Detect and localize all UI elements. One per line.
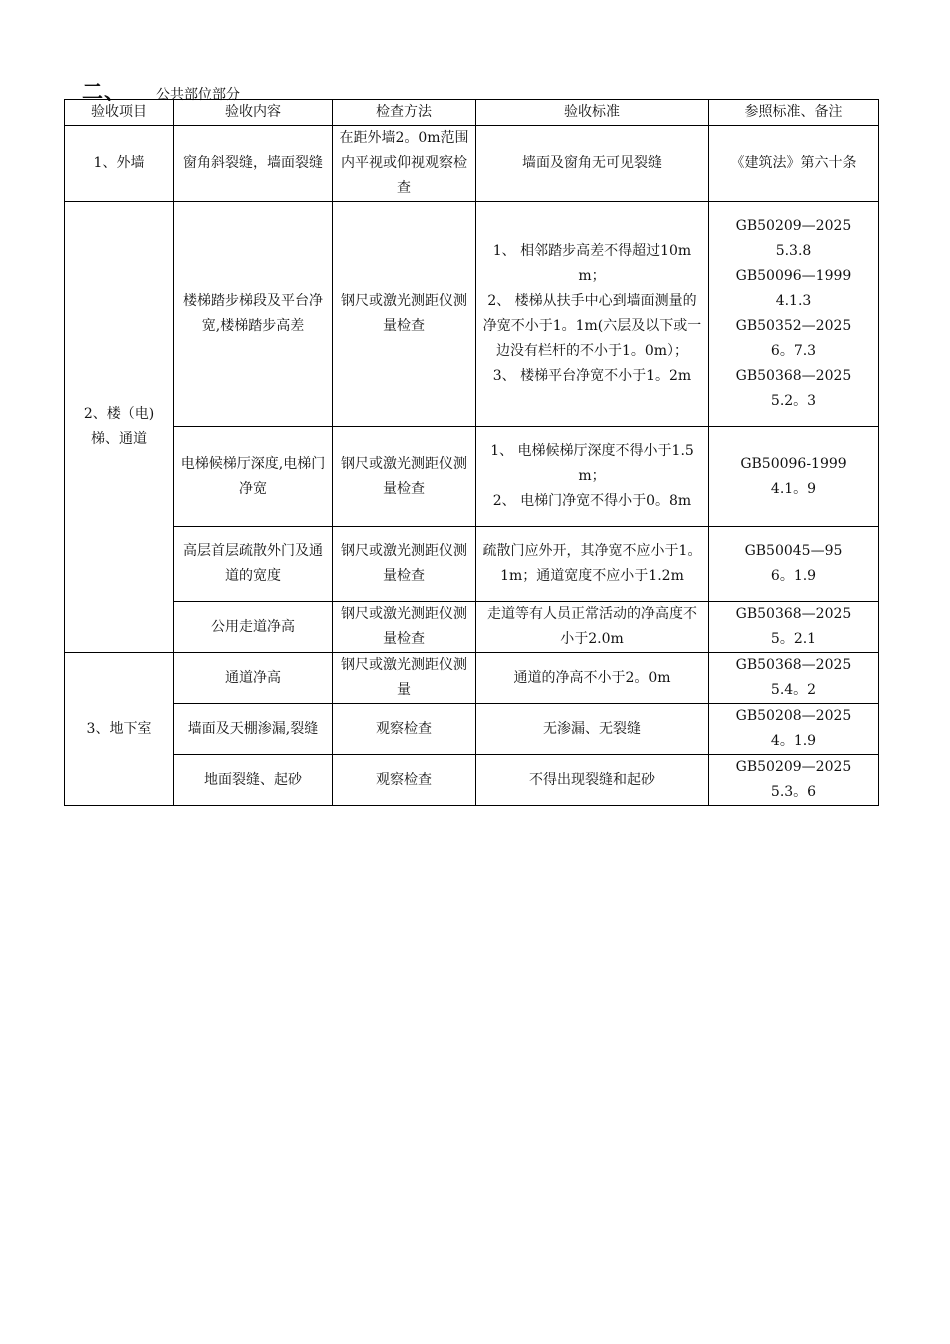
table-row <box>65 704 879 755</box>
table-row <box>65 755 879 806</box>
item-cell: 3、地下室 <box>65 653 174 806</box>
reference-cell <box>709 527 879 602</box>
reference-line: GB50368—2025 <box>735 368 852 384</box>
content-cell: 窗角斜裂缝，墙面裂缝 <box>174 126 333 202</box>
content-cell: 墙面及天棚渗漏,裂缝 <box>174 704 333 755</box>
standard-cell <box>476 602 709 653</box>
reference-line: 5.4。2 <box>770 682 817 698</box>
standard-cell <box>476 202 709 427</box>
reference-cell <box>709 602 879 653</box>
method-cell: 钢尺或激光测距仪测量 <box>333 653 476 704</box>
method-cell: 钢尺或激光测距仪测量检查 <box>333 527 476 602</box>
method-cell: 观察检查 <box>333 755 476 806</box>
item-cell: 2、楼（电)梯、通道 <box>65 202 174 653</box>
standard-line: 墙面及窗角无可见裂缝 <box>522 155 662 171</box>
content-cell: 高层首层疏散外门及通道的宽度 <box>174 527 333 602</box>
header-standard: 验收标准 <box>476 100 709 126</box>
reference-line: 5。2.1 <box>770 631 817 647</box>
reference-line: 5.3。6 <box>770 784 817 800</box>
reference-line: 《建筑法》第六十条 <box>730 155 857 171</box>
reference-line: 6。7.3 <box>770 343 817 359</box>
standard-cell <box>476 653 709 704</box>
item-cell: 1、外墙 <box>65 126 174 202</box>
method-cell: 在距外墙2。0m范围内平视或仰视观察检查 <box>333 126 476 202</box>
standard-line: 不得出现裂缝和起砂 <box>529 771 655 788</box>
reference-line: GB50096-1999 <box>740 455 847 472</box>
table-header-row <box>65 100 879 126</box>
acceptance-table <box>64 99 879 806</box>
standard-line: 通道的净高不小于2。0m <box>513 669 671 686</box>
reference-line: GB50096—1999 <box>735 268 852 284</box>
reference-cell <box>709 126 879 202</box>
header-item: 验收项目 <box>65 100 174 126</box>
header-content: 验收内容 <box>174 100 333 126</box>
standard-line: 1、 相邻踏步高差不得超过10mm； <box>492 243 692 284</box>
reference-cell <box>709 653 879 704</box>
reference-cell <box>709 755 879 806</box>
reference-line: 6。1.9 <box>770 568 817 584</box>
reference-line: GB50352—2025 <box>735 318 852 334</box>
standard-cell <box>476 527 709 602</box>
reference-line: 5.3.8 <box>775 243 812 259</box>
reference-line: GB50368—2025 <box>735 606 852 622</box>
table-row <box>65 126 879 202</box>
content-cell: 通道净高 <box>174 653 333 704</box>
reference-cell <box>709 427 879 527</box>
table-row <box>65 427 879 527</box>
method-cell: 观察检查 <box>333 704 476 755</box>
table-row <box>65 602 879 653</box>
standard-line: 1、 电梯候梯厅深度不得小于1.5m； <box>490 443 694 484</box>
content-cell: 电梯候梯厅深度,电梯门净宽 <box>174 427 333 527</box>
reference-line: 5.2。3 <box>770 393 817 409</box>
reference-line: 4。1.9 <box>770 733 817 749</box>
standard-line: 走道等有人员正常活动的净高度不小于2.0m <box>487 606 697 647</box>
standard-line: 疏散门应外开，其净宽不应小于1。1m；通道宽度不应小于1.2m <box>482 543 702 584</box>
reference-line: GB50209—2025 <box>735 759 852 775</box>
standard-cell <box>476 427 709 527</box>
table-row <box>65 202 879 427</box>
standard-cell <box>476 126 709 202</box>
reference-line: GB50368—2025 <box>735 657 852 673</box>
section-title: 公共部位部分 <box>156 87 240 103</box>
content-cell: 公用走道净高 <box>174 602 333 653</box>
standard-line: 2、 楼梯从扶手中心到墙面测量的净宽不小于1。1m(六层及以下或一边没有栏杆的不小于1。0m）； <box>482 293 702 359</box>
standard-cell <box>476 704 709 755</box>
content-cell: 楼梯踏步梯段及平台净宽,楼梯踏步高差 <box>174 202 333 427</box>
method-cell: 钢尺或激光测距仪测量检查 <box>333 427 476 527</box>
reference-line: GB50208—2025 <box>735 708 852 724</box>
table-row <box>65 653 879 704</box>
standard-line: 2、 电梯门净宽不得小于0。8m <box>492 493 692 509</box>
reference-line: 4.1.3 <box>775 293 812 309</box>
method-cell: 钢尺或激光测距仪测量检查 <box>333 602 476 653</box>
section-number: 二、 <box>82 80 126 104</box>
table-row <box>65 527 879 602</box>
standard-line: 3、 楼梯平台净宽不小于1。2m <box>492 368 692 384</box>
reference-cell <box>709 704 879 755</box>
reference-line: GB50209—2025 <box>735 218 852 234</box>
standard-line: 无渗漏、无裂缝 <box>543 720 641 737</box>
reference-line: 4.1。9 <box>770 480 817 497</box>
standard-cell <box>476 755 709 806</box>
method-cell: 钢尺或激光测距仪测量检查 <box>333 202 476 427</box>
reference-cell <box>709 202 879 427</box>
header-reference: 参照标准、备注 <box>709 100 879 126</box>
content-cell: 地面裂缝、起砂 <box>174 755 333 806</box>
reference-line: GB50045—95 <box>744 543 843 559</box>
header-method: 检查方法 <box>333 100 476 126</box>
